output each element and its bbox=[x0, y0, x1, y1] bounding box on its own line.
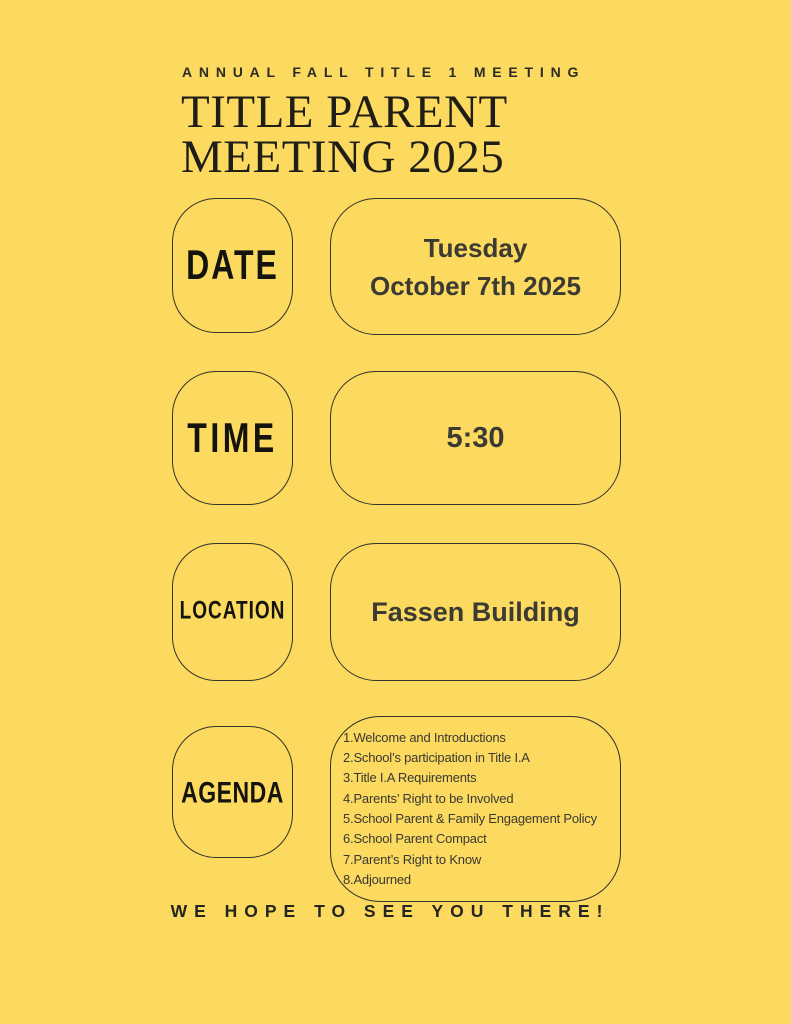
agenda-item-5: 5.School Parent & Family Engagement Policy bbox=[343, 811, 597, 826]
agenda-label-pill bbox=[172, 726, 293, 858]
date-value-box bbox=[330, 198, 621, 335]
footer-message: WE HOPE TO SEE YOU THERE! bbox=[170, 901, 610, 921]
eyebrow-text: ANNUAL FALL TITLE 1 MEETING bbox=[182, 64, 586, 80]
agenda-item-7: 7.Parent’s Right to Know bbox=[343, 851, 482, 867]
agenda-item-6: 6.School Parent Compact bbox=[343, 831, 487, 847]
date-value-line1: Tuesday bbox=[423, 232, 528, 263]
agenda-label: AGENDA bbox=[181, 774, 284, 809]
time-label-pill bbox=[172, 371, 293, 505]
agenda-item-3: 3.Title I.A Requirements bbox=[343, 770, 477, 786]
date-label: DATE bbox=[186, 241, 279, 289]
location-value-box bbox=[330, 543, 621, 681]
time-value-box bbox=[330, 371, 621, 505]
agenda-item-2: 2.School’s participation in Title I.A bbox=[343, 750, 530, 766]
page-title-line1: TITLE PARENT bbox=[181, 86, 508, 138]
agenda-list-box bbox=[330, 716, 621, 902]
agenda-item-4: 4.Parents’ Right to be Involved bbox=[343, 790, 514, 806]
time-label: TIME bbox=[187, 413, 278, 461]
agenda-item-1: 1.Welcome and Introductions bbox=[343, 729, 506, 745]
page-title-line2: MEETING 2025 bbox=[181, 131, 505, 183]
agenda-item-8: 8.Adjourned bbox=[343, 871, 411, 887]
time-value: 5:30 bbox=[446, 421, 505, 454]
date-label-pill bbox=[172, 198, 293, 333]
location-label-pill bbox=[172, 543, 293, 681]
location-label: LOCATION bbox=[179, 597, 286, 625]
location-value: Fassen Building bbox=[371, 596, 580, 627]
date-value-line2: October 7th 2025 bbox=[370, 270, 581, 301]
page-title bbox=[181, 86, 508, 183]
